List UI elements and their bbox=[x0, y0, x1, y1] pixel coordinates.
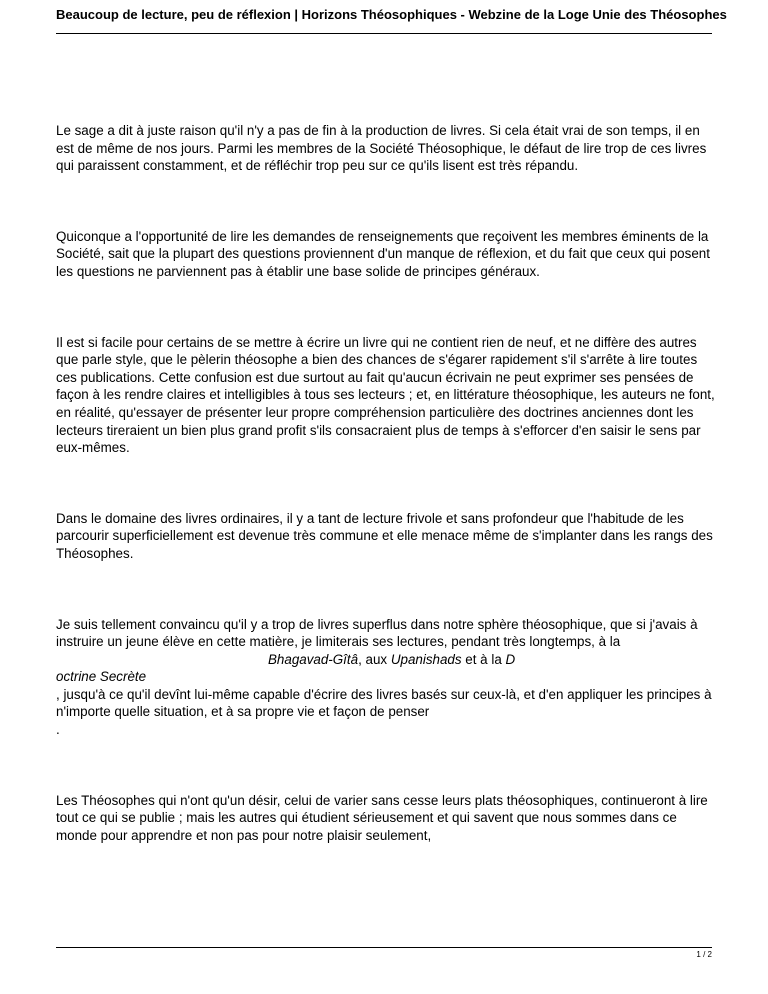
paragraph-5 bbox=[56, 616, 716, 739]
paragraph-5-text-2: , aux bbox=[358, 651, 391, 667]
paragraph-2: Quiconque a l'opportunité de lire les demandes de renseignements que reçoivent les membres éminents de la Société, sait que la plupart des questions proviennent d'un manque de réflexion, et du fait que ceux qui posent les questions ne parviennent pas à établir une base solide de principes généraux. bbox=[56, 228, 710, 279]
footer-divider bbox=[56, 947, 712, 948]
paragraph-5-text-5: . bbox=[56, 722, 60, 738]
book-title-doctrine-secrete-initial: D bbox=[505, 651, 516, 667]
page-header-title: Beaucoup de lecture, peu de réflexion | Horizons Théosophiques - Webzine de la Loge Unie des Théosophes bbox=[56, 7, 727, 22]
paragraph-5-text-4: , jusqu'à ce qu'il devînt lui-même capable d'écrire des livres basés sur ceux-là, et d'en appliquer les principes à n'importe quelle situation, et à sa propre vie et façon de penser bbox=[56, 686, 712, 720]
header-divider bbox=[56, 33, 712, 34]
paragraph-5-text-3: et à la bbox=[461, 651, 506, 667]
book-title-upanishads: Upanishads bbox=[390, 651, 462, 667]
paragraph-4: Dans le domaine des livres ordinaires, il y a tant de lecture frivole et sans profondeur que l'habitude de les parcourir superficiellement est devenue très commune et elle menace même de s'implanter dans les rangs des Théosophes. bbox=[56, 510, 713, 561]
page-number: 1 / 2 bbox=[696, 950, 712, 959]
paragraph-1: Le sage a dit à juste raison qu'il n'y a pas de fin à la production de livres. Si cela était vrai de son temps, il en est de même de nos jours. Parmi les membres de la Société Théosophique, le défaut de lire trop de ces livres qui paraissent constamment, et de réfléchir trop peu sur ce qu'ils lisent est très répandu. bbox=[56, 123, 707, 174]
book-title-bhagavad-gita: Bhagavad-Gîtâ bbox=[268, 651, 359, 667]
paragraph-6: Les Théosophes qui n'ont qu'un désir, celui de varier sans cesse leurs plats théosophiques, continueront à lire tout ce qui se publie ; mais les autres qui étudient sérieusement et qui savent que nous sommes dans ce monde pour apprendre et non pas pour notre plaisir seulement, bbox=[56, 792, 708, 843]
article-body bbox=[56, 122, 716, 844]
book-title-doctrine-secrete: octrine Secrète bbox=[56, 669, 147, 685]
paragraph-5-text-1: Je suis tellement convaincu qu'il y a trop de livres superflus dans notre sphère théosophique, que si j'avais à instruire un jeune élève en cette matière, je limiterais ses lectures, pendant très longtemps, à la bbox=[56, 616, 698, 650]
paragraph-3: Il est si facile pour certains de se mettre à écrire un livre qui ne contient rien de neuf, et ne diffère des autres que parle style, que le pèlerin théosophe a bien des chances de s'égarer rapidement s'il s'arrête à lire toutes ces publications. Cette confusion est due surtout au fait qu'aucun écrivain ne peut exprimer ses pensées de façon à les rendre claires et intelligibles à tous ses lecteurs ; et, en littérature théosophique, les auteurs ne font, en réalité, qu'essayer de présenter leur propre compréhension particulière des doctrines anciennes dont les lecteurs tireraient un bien plus grand profit s'ils consacraient plus de temps à s'efforcer d'en saisir le sens par eux-mêmes. bbox=[56, 334, 715, 456]
